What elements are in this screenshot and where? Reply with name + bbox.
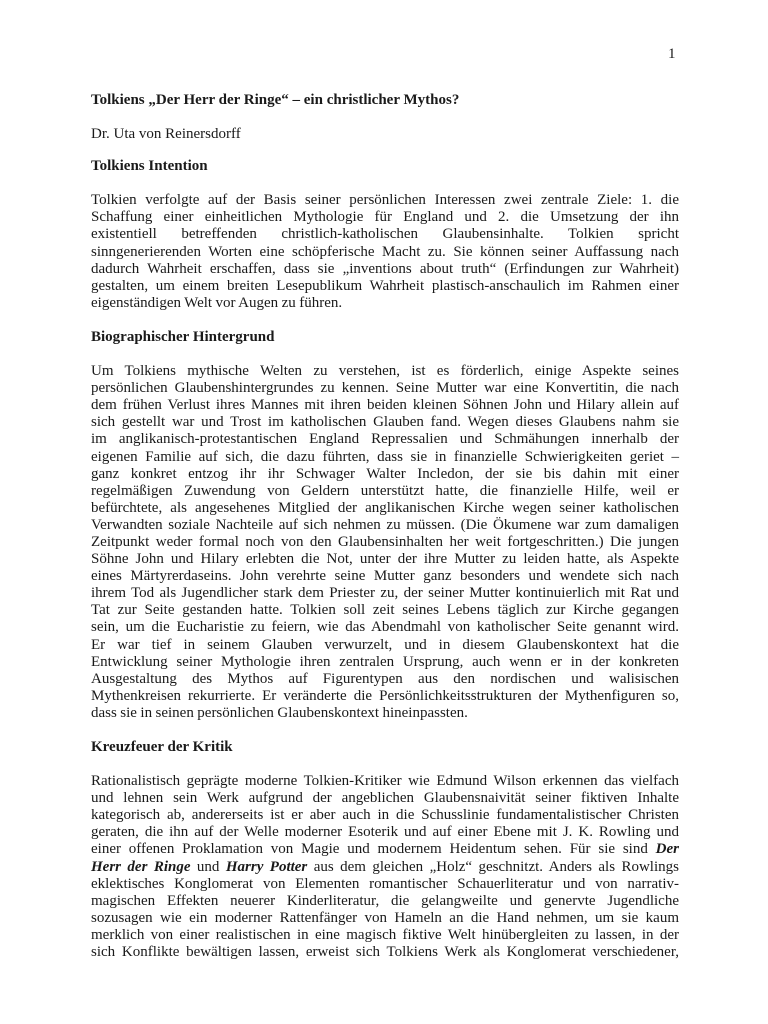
text-line: sich Konflikte bewältigen lassen, erweist sich Tolkiens Werk als Konglomerat verschiedener, [91, 944, 679, 961]
text-line: eines Märtyrerdaseins. John verehrte seine Mutter ganz besonders und wendete sich nach [91, 568, 679, 585]
text-line: und lehnen sein Werk aufgrund der angeblichen Glaubensnaivität seiner fiktiven Inhalte [91, 790, 679, 807]
document-title: Tolkiens „Der Herr der Ringe“ – ein christlicher Mythos? [91, 92, 460, 108]
text-line: merklich von einer realistischen in eine magisch fiktive Welt hinübergleiten zu lassen, in der [91, 926, 679, 943]
book-title-harry-potter: Harry Potter [225, 858, 308, 875]
text-line: sinngenerierenden Worten eine schöpferische Macht zu. Sie können seiner Auffassung nach [91, 243, 679, 260]
text-line-with-titles [91, 859, 679, 876]
text-line: geraten, die ihn auf der Welle moderner Esoterik und auf einer Ebene mit J. K. Rowling und [91, 824, 679, 841]
document-body [91, 92, 679, 978]
book-title-der: Der [655, 841, 679, 858]
text-line: kategorisch ab, andererseits ist er aber auch in die Schusslinie fundamentalistischer Christen [91, 807, 679, 824]
section-heading-criticism: Kreuzfeuer der Kritik [91, 739, 233, 755]
text-line: regelmäßigen Zuwendung von Geldern unterstützt hatte, die finanzielle Hilfe, weil er [91, 482, 679, 499]
text-line: persönlichen Glaubenshintergrundes zu kennen. Seine Mutter war eine Konvertitin, die nach [91, 380, 679, 397]
text-line: Er war tief in seinem Glauben verwurzelt, und in diesem Glaubenskontext hat die [91, 636, 679, 653]
text-line: dadurch Wahrheit erschaffen, dass sie „inventions about truth“ (Erfindungen zur Wahrheit) [91, 260, 679, 277]
text-line: Tolkien verfolgte auf der Basis seiner persönlichen Interessen zwei zentrale Ziele: 1. die [91, 192, 679, 209]
text-line: Entwicklung seiner Mythologie ihren zentralen Ursprung, auch wenn er in der konkreten [91, 653, 679, 670]
book-title-herr-der-ringe: Herr der Ringe [91, 858, 191, 875]
text-run: und [190, 858, 226, 875]
text-line: sein, um die Eucharistie zu feiern, wie das Abendmahl von katholischer Seite genannt wird. [91, 619, 679, 636]
text-line: Rationalistisch geprägte moderne Tolkien-Kritiker wie Edmund Wilson erkennen das vielfach [91, 773, 679, 790]
text-line: existentiell betreffenden christlich-katholischen Glaubensinhalte. Tolkien spricht [91, 226, 679, 243]
text-line: Ausgestaltung des Mythos auf Figurentypen aus den nordischen und walisischen [91, 670, 679, 687]
text-line: Zeitpunkt weder formal noch von den Glaubensinhalten her weit fortgeschritten.) Die jungen [91, 533, 679, 550]
text-line: Söhne John und Hilary erlebten die Not, unter der ihre Mutter zu leiden hatte, als Aspekte [91, 551, 679, 568]
page-number: 1 [668, 46, 676, 62]
text-line: sich gestellt war und Trost im katholischen Glauben fand. Wegen dieses Glaubens nahm sie [91, 414, 679, 431]
paragraph-intention [91, 192, 679, 312]
section-heading-background: Biographischer Hintergrund [91, 328, 275, 345]
text-line: dass sie in seinen persönlichen Glaubenskontext hineinpassten. [91, 704, 468, 721]
paragraph-criticism [91, 773, 679, 961]
text-line: magischen Effekten neuerer Kinderliteratur, die gelangweilte und genervte Jugendliche [91, 892, 679, 909]
author-line: Dr. Uta von Reinersdorff [91, 126, 241, 143]
text-line-with-title [91, 841, 679, 858]
text-line: eigenständigen Welt vor Augen zu führen. [91, 294, 343, 311]
text-line: Tat zur Seite gestanden hatte. Tolkien soll zeit seines Lebens täglich zur Kirche gegangen [91, 602, 679, 619]
text-run: einer offenen Proklamation von Magie und modernem Heidentum sehen. Für sie sind [91, 841, 656, 858]
text-line: Um Tolkiens mythische Welten zu verstehen, ist es förderlich, einige Aspekte seines [91, 363, 679, 380]
paragraph-background [91, 363, 679, 722]
section-heading-intention: Tolkiens Intention [91, 158, 208, 175]
text-line: dem frühen Verlust ihres Mannes mit ihren beiden kleinen Söhnen John und Hilary allein auf [91, 397, 679, 414]
text-line: im anglikanisch-protestantischen England Repressalien und Schmähungen innerhalb der [91, 431, 679, 448]
text-line: befürchtete, als angesehenes Mitglied der anglikanischen Kirche wegen seiner katholischen [91, 499, 679, 516]
text-line: Verwandten soziale Nachteile auf sich nehmen zu müssen. (Die Ökumene war zum damaligen [91, 516, 679, 533]
text-line: Schaffung einer einheitlichen Mythologie für England und 2. die Umsetzung der ihn [91, 209, 679, 226]
text-line: sozusagen wie ein moderner Rattenfänger von Hameln an die Hand nehmen, um sie kaum [91, 909, 679, 926]
text-run: aus dem gleichen „Holz“ geschnitzt. Anders als Rowlings [307, 858, 679, 875]
text-line: ihrem Tod als Jugendlicher stark dem Priester zu, der seiner Mutter kontinuierlich mit Rat und [91, 585, 679, 602]
text-line: eklektisches Konglomerat von Elementen romantischer Schauerliteratur und von narrativ- [91, 875, 679, 892]
text-line: eigenen Familie auf sich, die dazu führten, dass sie in finanzielle Schwierigkeiten geriet – [91, 448, 679, 465]
text-line: ganz konkret entzog ihr ihr Schwager Walter Incledon, der sie bis dahin mit einer [91, 465, 679, 482]
text-line: gestalten, um einem breiten Lesepublikum Wahrheit plastisch-anschaulich im Rahmen einer [91, 277, 679, 294]
text-line: Mythenkreisen rekurrierte. Er veränderte die Persönlichkeitsstrukturen der Mythenfiguren so, [91, 687, 679, 704]
